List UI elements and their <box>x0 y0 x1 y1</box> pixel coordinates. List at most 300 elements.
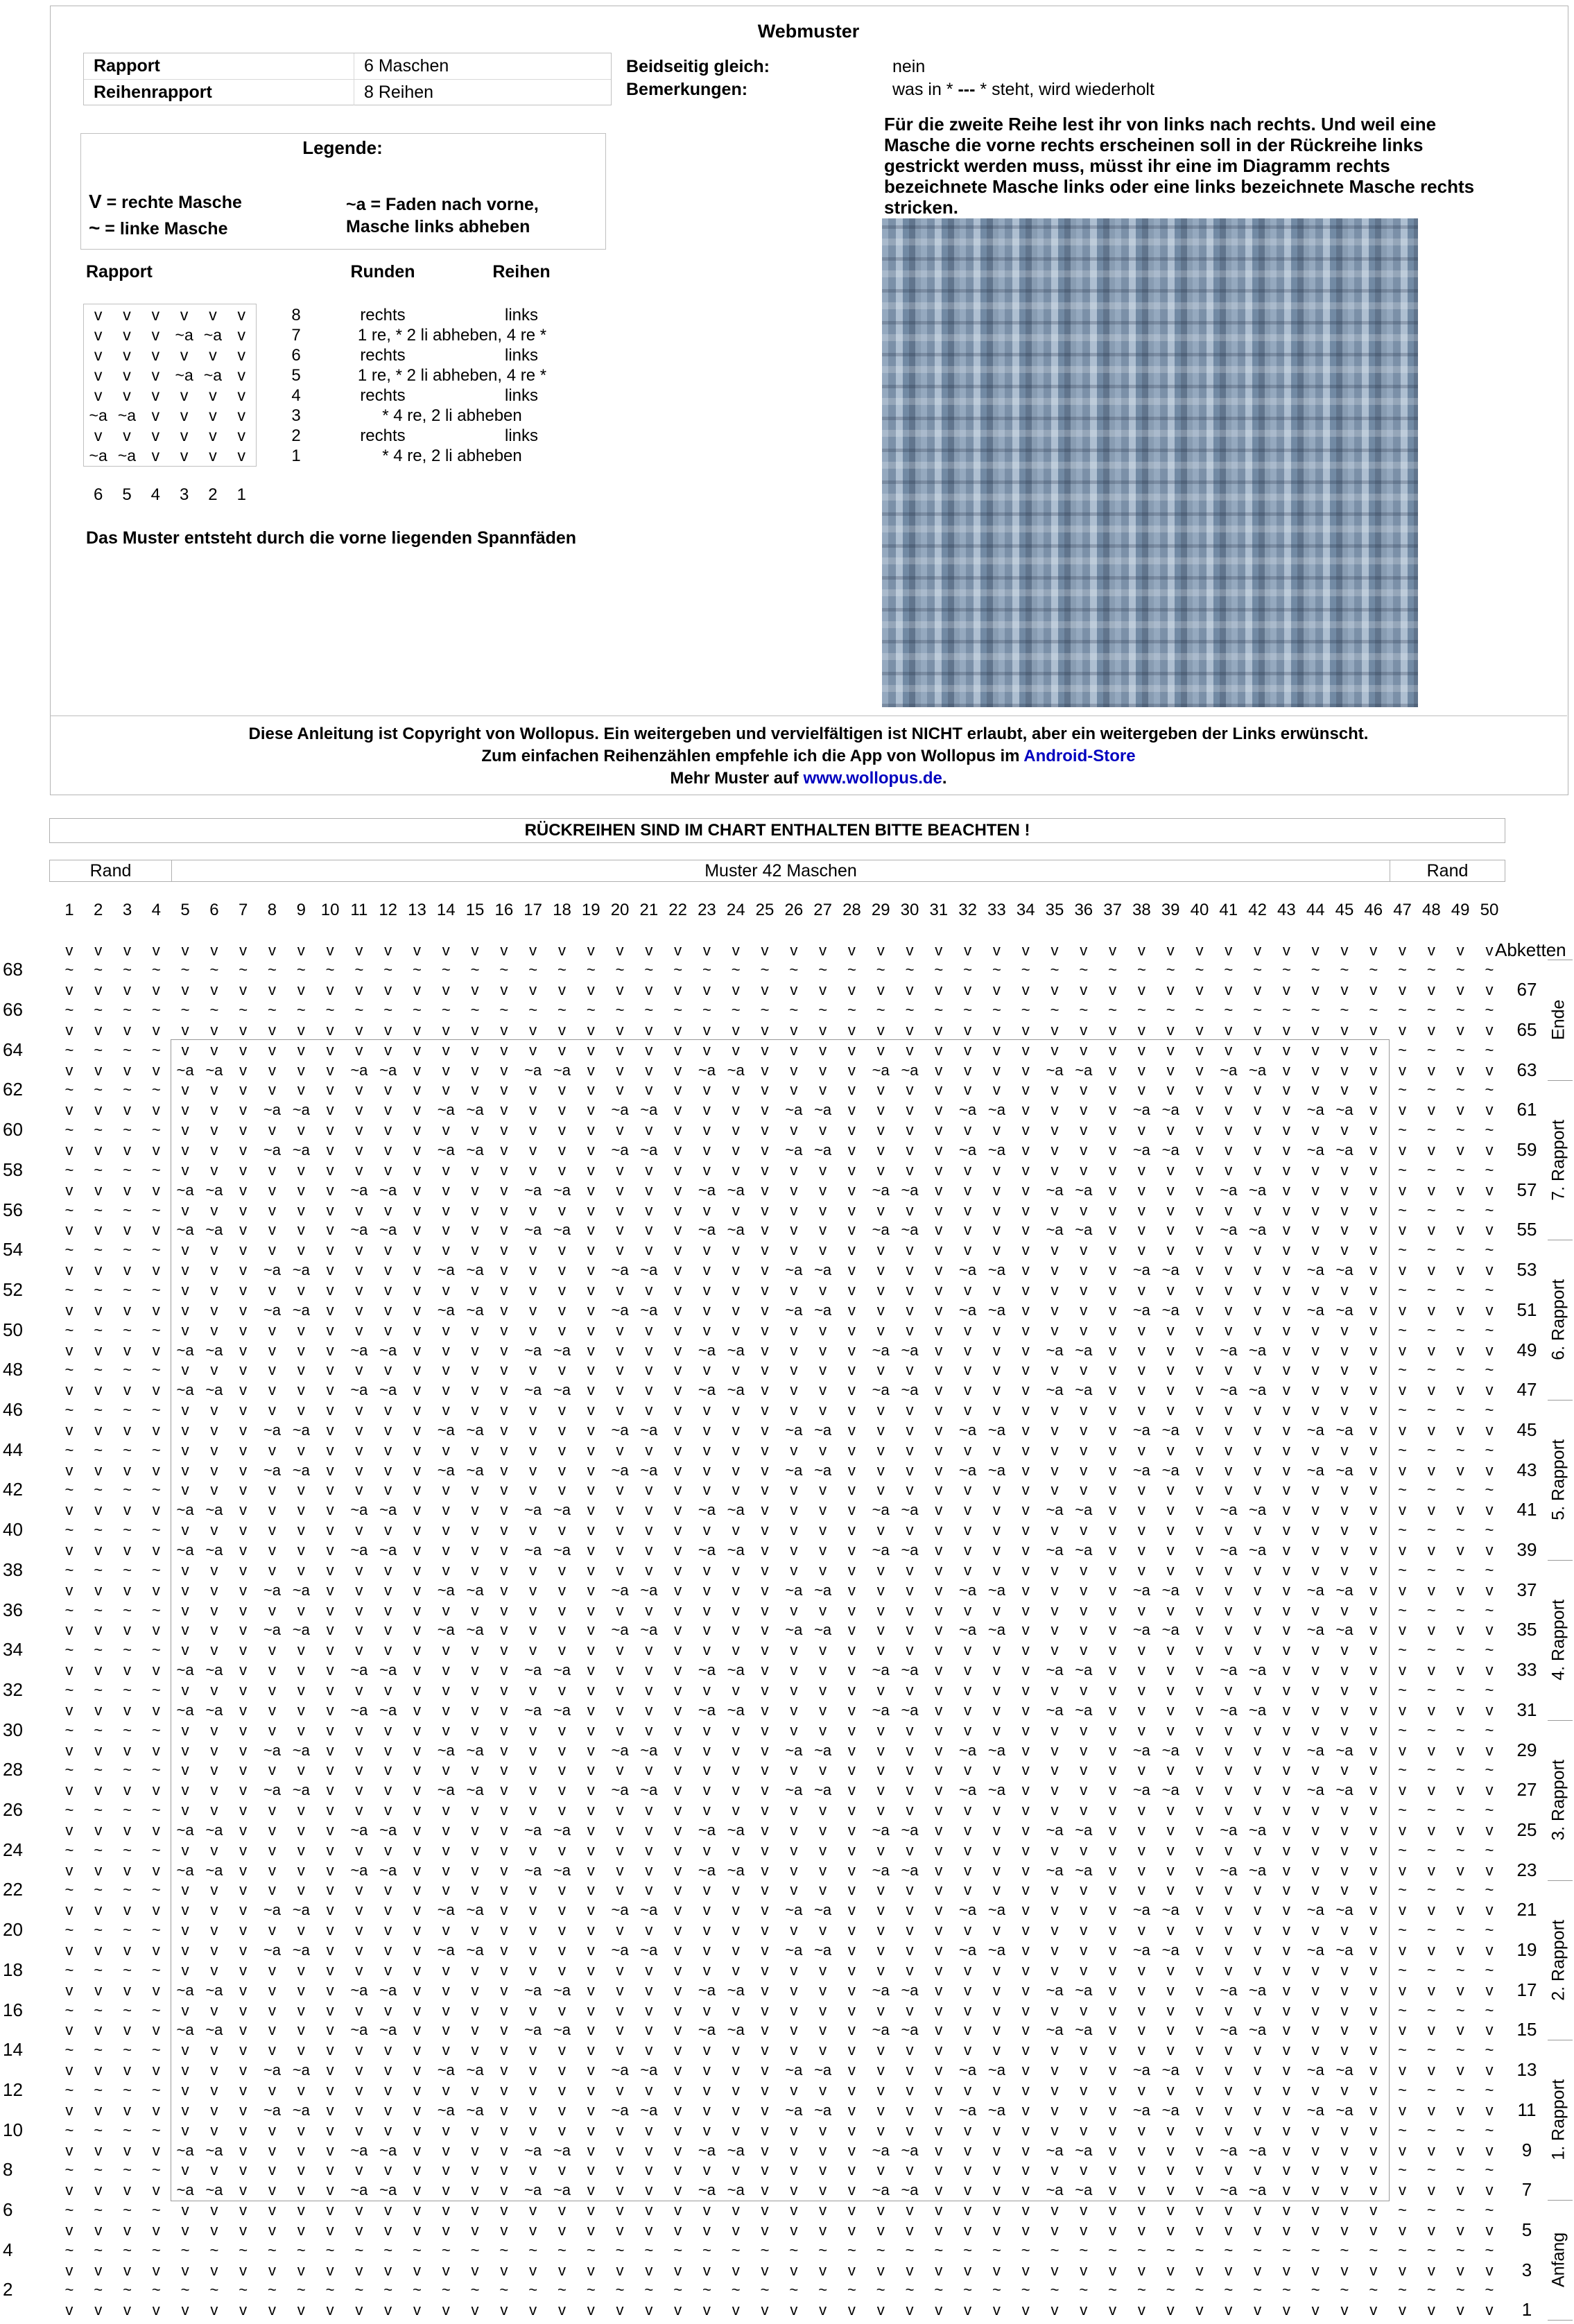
stitch-symbol: v <box>355 1461 363 1479</box>
stitch-symbol: ~ <box>1398 1241 1407 1259</box>
stitch-symbol: v <box>123 2261 131 2279</box>
stitch-symbol: ~a <box>987 1101 1005 1119</box>
stitch-symbol: v <box>790 2121 798 2139</box>
stitch-symbol: v <box>1050 2061 1059 2079</box>
stitch-symbol: v <box>1254 2221 1262 2239</box>
stitch-symbol: v <box>1369 1081 1378 1099</box>
stitch-symbol: v <box>65 1501 73 1519</box>
stitch-symbol: ~ <box>1455 2001 1465 2019</box>
stitch-symbol: v <box>210 2221 218 2239</box>
stitch-symbol: v <box>123 386 131 404</box>
stitch-symbol: v <box>847 2261 856 2279</box>
stitch-symbol: v <box>355 1561 363 1579</box>
stitch-symbol: v <box>239 1781 248 1799</box>
stitch-symbol: v <box>790 1241 798 1259</box>
stitch-symbol: v <box>268 1181 276 1199</box>
stitch-symbol: ~ <box>847 2241 856 2259</box>
stitch-symbol: v <box>761 1841 769 1859</box>
stitch-symbol: ~ <box>499 2241 509 2259</box>
stitch-symbol: ~ <box>992 2281 1001 2299</box>
stitch-symbol: ~a <box>901 1821 919 1839</box>
stitch-symbol: v <box>529 1421 537 1439</box>
stitch-symbol: v <box>471 1021 479 1039</box>
wollopus-link[interactable]: www.wollopus.de <box>803 769 942 788</box>
stitch-symbol: ~ <box>123 1441 132 1459</box>
stitch-symbol: ~a <box>176 1661 194 1679</box>
stitch-symbol: v <box>1021 2221 1030 2239</box>
stitch-symbol: v <box>847 1181 856 1199</box>
stitch-symbol: v <box>761 2221 769 2239</box>
stitch-symbol: v <box>1427 1421 1435 1439</box>
stitch-symbol: v <box>1399 2301 1407 2319</box>
stitch-symbol: v <box>906 1241 914 1259</box>
stitch-symbol: v <box>1311 1281 1320 1299</box>
stitch-symbol: v <box>268 1221 276 1239</box>
stitch-symbol: v <box>1137 1481 1145 1499</box>
stitch-symbol: ~ <box>64 2041 74 2059</box>
stitch-symbol: v <box>268 1801 276 1819</box>
stitch-symbol: v <box>442 1681 450 1699</box>
column-number: 9 <box>296 901 306 919</box>
stitch-symbol: v <box>1311 1961 1320 1979</box>
stitch-symbol: ~a <box>1306 1101 1324 1119</box>
row-number-right: 11 <box>1517 2099 1537 2120</box>
stitch-symbol: v <box>1485 1541 1494 1559</box>
stitch-symbol: v <box>1080 1321 1088 1339</box>
stitch-symbol: v <box>935 1921 943 1939</box>
stitch-symbol: v <box>1195 1861 1204 1879</box>
stitch-symbol: v <box>1050 1761 1059 1779</box>
stitch-symbol: v <box>471 1821 479 1839</box>
stitch-symbol: v <box>761 1541 769 1559</box>
stitch-symbol: v <box>702 1021 711 1039</box>
row-number-left: 2 <box>3 2279 13 2300</box>
stitch-symbol: ~a <box>176 1061 194 1079</box>
stitch-symbol: v <box>529 1201 537 1219</box>
stitch-symbol: ~a <box>611 1581 629 1599</box>
stitch-symbol: ~a <box>785 1301 803 1319</box>
stitch-symbol: v <box>964 1161 972 1179</box>
stitch-symbol: v <box>935 1701 943 1719</box>
row-number-right: 13 <box>1516 2059 1537 2081</box>
stitch-symbol: v <box>587 1381 595 1399</box>
stitch-symbol: v <box>355 2301 363 2319</box>
stitch-symbol: v <box>65 1461 73 1479</box>
stitch-symbol: ~a <box>1046 1501 1064 1519</box>
stitch-symbol: v <box>1282 2261 1290 2279</box>
stitch-symbol: v <box>65 1181 73 1199</box>
stitch-symbol: v <box>674 1281 682 1299</box>
stitch-symbol: v <box>1225 1781 1233 1799</box>
stitch-symbol: v <box>239 1621 248 1639</box>
stitch-symbol: v <box>964 1401 972 1419</box>
stitch-symbol: ~ <box>1426 1001 1436 1019</box>
stitch-symbol: v <box>181 1321 189 1339</box>
stitch-symbol: v <box>790 1841 798 1859</box>
stitch-symbol: v <box>210 1641 218 1659</box>
stitch-symbol: v <box>964 2201 972 2219</box>
stitch-symbol: v <box>500 1301 508 1319</box>
stitch-symbol: v <box>761 2301 769 2319</box>
stitch-symbol: v <box>1195 1381 1204 1399</box>
stitch-symbol: v <box>413 1581 421 1599</box>
stitch-symbol: v <box>761 1501 769 1519</box>
stitch-symbol: v <box>876 1621 885 1639</box>
stitch-symbol: v <box>992 1321 1001 1339</box>
stitch-symbol: v <box>906 2101 914 2119</box>
stitch-symbol: v <box>268 1521 276 1539</box>
stitch-symbol: ~a <box>292 1261 310 1279</box>
stitch-symbol: v <box>123 1381 131 1399</box>
stitch-symbol: v <box>616 1721 624 1739</box>
stitch-symbol: v <box>297 1661 305 1679</box>
stitch-symbol: v <box>935 1661 943 1679</box>
stitch-symbol: v <box>413 1241 421 1259</box>
stitch-symbol: v <box>1195 1101 1204 1119</box>
stitch-symbol: v <box>384 2001 392 2019</box>
stitch-symbol: v <box>268 1681 276 1699</box>
stitch-symbol: v <box>1021 1041 1030 1059</box>
stitch-symbol: v <box>1109 1261 1117 1279</box>
stitch-symbol: v <box>1340 1341 1349 1359</box>
stitch-symbol: v <box>992 1521 1001 1539</box>
stitch-symbol: v <box>1311 1081 1320 1099</box>
stitch-symbol: ~a <box>292 1741 310 1759</box>
stitch-symbol: v <box>181 1441 189 1459</box>
stitch-symbol: v <box>442 1021 450 1039</box>
stitch-symbol: v <box>209 406 217 424</box>
stitch-symbol: v <box>1195 2021 1204 2039</box>
stitch-symbol: v <box>819 2081 827 2099</box>
stitch-symbol: v <box>413 2101 421 2119</box>
stitch-symbol: ~a <box>640 1901 658 1919</box>
stitch-symbol: ~a <box>89 446 107 465</box>
stitch-symbol: v <box>1080 1401 1088 1419</box>
stitch-symbol: v <box>935 2081 943 2099</box>
stitch-symbol: v <box>239 1141 248 1159</box>
stitch-symbol: v <box>209 346 217 364</box>
stitch-symbol: v <box>326 2021 334 2039</box>
stitch-symbol: v <box>471 1681 479 1699</box>
stitch-symbol: ~a <box>466 1741 484 1759</box>
stitch-symbol: ~ <box>1485 1321 1494 1339</box>
stitch-symbol: ~ <box>1455 1641 1465 1659</box>
stitch-symbol: v <box>1225 1441 1233 1459</box>
stitch-symbol: v <box>587 1481 595 1499</box>
stitch-symbol: ~ <box>673 2281 683 2299</box>
stitch-symbol: v <box>1109 1501 1117 1519</box>
stitch-symbol: v <box>123 1061 131 1079</box>
stitch-symbol: v <box>557 1441 566 1459</box>
chart-row <box>55 2100 1504 2120</box>
stitch-symbol: v <box>761 1901 769 1919</box>
stitch-symbol: v <box>557 2041 566 2059</box>
stitch-symbol: v <box>239 1401 248 1419</box>
stitch-symbol: v <box>1311 1821 1320 1839</box>
stitch-symbol: v <box>935 1081 943 1099</box>
stitch-symbol: v <box>876 981 885 999</box>
stitch-symbol: ~a <box>524 2181 542 2199</box>
stitch-symbol: v <box>529 1301 537 1319</box>
stitch-symbol: v <box>876 1881 885 1899</box>
stitch-symbol: ~ <box>470 1001 480 1019</box>
column-number: 46 <box>1364 901 1383 919</box>
stitch-symbol: v <box>645 941 653 959</box>
stitch-symbol: v <box>702 1201 711 1219</box>
stitch-symbol: v <box>181 2081 189 2099</box>
stitch-symbol: v <box>876 1781 885 1799</box>
stitch-symbol: v <box>1340 1201 1349 1219</box>
stitch-symbol: ~a <box>1335 1421 1354 1439</box>
row-number-right: 29 <box>1516 1739 1537 1760</box>
stitch-symbol: v <box>326 1381 334 1399</box>
stitch-symbol: v <box>674 1521 682 1539</box>
stitch-symbol: v <box>94 1381 103 1399</box>
stitch-symbol: ~ <box>557 1001 567 1019</box>
stitch-symbol: v <box>732 941 740 959</box>
stitch-symbol: v <box>1254 941 1262 959</box>
stitch-symbol: v <box>1137 1401 1145 1419</box>
stitch-symbol: v <box>181 1101 189 1119</box>
stitch-symbol: v <box>1369 2121 1378 2139</box>
stitch-symbol: v <box>65 1941 73 1959</box>
row-number-left: 52 <box>3 1278 23 1300</box>
stitch-symbol: v <box>355 1041 363 1059</box>
stitch-symbol: v <box>210 1041 218 1059</box>
stitch-symbol: v <box>94 1341 103 1359</box>
stitch-symbol: v <box>964 1501 972 1519</box>
stitch-symbol: v <box>210 1521 218 1539</box>
stitch-symbol: ~a <box>176 1381 194 1399</box>
stitch-symbol: ~a <box>611 1741 629 1759</box>
stitch-symbol: v <box>413 1141 421 1159</box>
stitch-symbol: v <box>268 1241 276 1259</box>
stitch-symbol: ~a <box>524 2021 542 2039</box>
stitch-symbol: ~a <box>437 2061 455 2079</box>
stitch-symbol: v <box>819 1281 827 1299</box>
stitch-symbol: v <box>1456 1981 1464 1999</box>
table-row <box>84 53 611 80</box>
stitch-symbol: v <box>1195 2261 1204 2279</box>
stitch-symbol: v <box>1166 2041 1175 2059</box>
stitch-symbol: v <box>1456 2061 1464 2079</box>
stitch-symbol: v <box>1427 2181 1435 2199</box>
stitch-symbol: ~a <box>437 1421 455 1439</box>
stitch-symbol: v <box>1050 1721 1059 1739</box>
stitch-symbol: v <box>732 1241 740 1259</box>
stitch-symbol: ~a <box>1046 1821 1064 1839</box>
stitch-symbol: v <box>326 1521 334 1539</box>
stitch-symbol: v <box>935 1881 943 1899</box>
stitch-symbol: v <box>587 1641 595 1659</box>
stitch-symbol: ~ <box>760 1001 770 1019</box>
stitch-symbol: ~a <box>785 2061 803 2079</box>
stitch-symbol: v <box>616 1381 624 1399</box>
stitch-symbol: v <box>964 1081 972 1099</box>
stitch-symbol: ~a <box>901 1501 919 1519</box>
stitch-symbol: ~a <box>872 1861 890 1879</box>
stitch-symbol: ~a <box>1075 1701 1093 1719</box>
stitch-symbol: v <box>876 2061 885 2079</box>
stitch-symbol: v <box>819 1601 827 1619</box>
stitch-symbol: v <box>1195 2221 1204 2239</box>
stitch-symbol: v <box>935 2221 943 2239</box>
stitch-symbol: v <box>1109 1101 1117 1119</box>
stitch-symbol: v <box>1080 2221 1088 2239</box>
stitch-symbol: v <box>819 1221 827 1239</box>
stitch-symbol: v <box>413 2301 421 2319</box>
stitch-symbol: v <box>1369 1861 1378 1879</box>
stitch-symbol: v <box>847 1761 856 1779</box>
stitch-symbol: ~a <box>901 1541 919 1559</box>
stitch-symbol: v <box>1456 1501 1464 1519</box>
stitch-symbol: v <box>529 1801 537 1819</box>
stitch-symbol: v <box>384 1361 392 1379</box>
stitch-symbol: ~ <box>1398 1641 1407 1659</box>
stitch-symbol: v <box>847 1301 856 1319</box>
stitch-symbol: v <box>819 1361 827 1379</box>
stitch-symbol: v <box>326 1021 334 1039</box>
stitch-symbol: v <box>761 1981 769 1999</box>
stitch-symbol: v <box>268 2041 276 2059</box>
stitch-symbol: ~ <box>180 2281 190 2299</box>
stitch-symbol: ~a <box>553 2181 571 2199</box>
stitch-symbol: v <box>876 2261 885 2279</box>
stitch-symbol: v <box>1137 1361 1145 1379</box>
stitch-symbol: v <box>529 1321 537 1339</box>
stitch-symbol: v <box>239 1341 248 1359</box>
stitch-symbol: v <box>239 1361 248 1379</box>
stitch-symbol: ~ <box>1485 2161 1494 2179</box>
stitch-symbol: ~ <box>1455 1361 1465 1379</box>
stitch-symbol: v <box>847 1601 856 1619</box>
stitch-symbol: v <box>297 1281 305 1299</box>
stitch-symbol: ~ <box>1426 1321 1436 1339</box>
stitch-symbol: ~ <box>1398 1761 1407 1779</box>
stitch-symbol: v <box>992 2301 1001 2319</box>
stitch-symbol: ~ <box>1281 961 1291 979</box>
stitch-symbol: v <box>1137 1801 1145 1819</box>
stitch-symbol: v <box>94 1301 103 1319</box>
stitch-symbol: ~ <box>1426 1921 1436 1939</box>
stitch-symbol: v <box>1225 2201 1233 2219</box>
stitch-symbol: v <box>1311 1401 1320 1419</box>
stitch-symbol: v <box>847 1221 856 1239</box>
row-number-left: 20 <box>3 1919 23 1941</box>
row-number-left: 30 <box>3 1719 23 1740</box>
stitch-symbol: v <box>674 1701 682 1719</box>
stitch-symbol: v <box>906 1201 914 1219</box>
row-number-right: 37 <box>1516 1579 1537 1600</box>
stitch-symbol: v <box>557 1941 566 1959</box>
stitch-symbol: v <box>239 1841 248 1859</box>
stitch-symbol: ~a <box>553 1061 571 1079</box>
stitch-symbol: v <box>557 2061 566 2079</box>
stitch-symbol: v <box>384 1601 392 1619</box>
stitch-symbol: ~ <box>1455 2241 1465 2259</box>
stitch-symbol: ~ <box>1340 2241 1349 2259</box>
stitch-symbol: v <box>268 2001 276 2019</box>
stitch-symbol: v <box>935 1201 943 1219</box>
stitch-symbol: v <box>1369 981 1378 999</box>
stitch-symbol: v <box>1254 2061 1262 2079</box>
stitch-symbol: v <box>529 1921 537 1939</box>
stitch-symbol: ~a <box>1075 1861 1093 1879</box>
stitch-symbol: ~ <box>64 1401 74 1419</box>
column-number: 15 <box>465 901 485 919</box>
stitch-symbol: v <box>1369 1881 1378 1899</box>
stitch-symbol: ~ <box>1369 1001 1378 1019</box>
stitch-symbol: ~a <box>1132 1101 1150 1119</box>
stitch-symbol: ~ <box>123 1041 132 1059</box>
stitch-symbol: v <box>1282 2141 1290 2159</box>
stitch-symbol: v <box>413 1161 421 1179</box>
stitch-symbol: v <box>268 1201 276 1219</box>
stitch-symbol: ~ <box>963 1001 973 1019</box>
stitch-symbol: v <box>616 1541 624 1559</box>
stitch-symbol: ~ <box>1426 961 1436 979</box>
stitch-symbol: v <box>1225 1741 1233 1759</box>
stitch-symbol: v <box>1485 941 1494 959</box>
stitch-symbol: ~ <box>1166 2281 1175 2299</box>
stitch-symbol: v <box>1050 2001 1059 2019</box>
stitch-symbol: ~ <box>1398 1481 1407 1499</box>
stitch-symbol: v <box>906 1321 914 1339</box>
stitch-symbol: v <box>847 2161 856 2179</box>
stitch-symbol: v <box>297 2121 305 2139</box>
stitch-symbol: v <box>1137 1921 1145 1939</box>
stitch-symbol: ~a <box>640 1741 658 1759</box>
stitch-symbol: v <box>702 2161 711 2179</box>
stitch-symbol: ~a <box>814 1421 832 1439</box>
stitch-symbol: ~a <box>524 1861 542 1879</box>
stitch-symbol: v <box>790 1881 798 1899</box>
stitch-symbol: ~ <box>1485 1281 1494 1299</box>
stitch-symbol: v <box>65 941 73 959</box>
stitch-symbol: ~ <box>992 2241 1001 2259</box>
stitch-symbol: ~a <box>1046 1981 1064 1999</box>
stitch-symbol: ~ <box>151 2201 161 2219</box>
stitch-symbol: v <box>297 1161 305 1179</box>
stitch-symbol: v <box>645 2161 653 2179</box>
stitch-symbol: v <box>210 1141 218 1159</box>
stitch-symbol: ~ <box>94 2001 103 2019</box>
stitch-symbol: ~ <box>123 1361 132 1379</box>
stitch-symbol: v <box>587 1561 595 1579</box>
stitch-symbol: ~a <box>1161 1901 1179 1919</box>
stitch-symbol: v <box>557 1241 566 1259</box>
stitch-symbol: v <box>326 2121 334 2139</box>
stitch-symbol: v <box>210 2061 218 2079</box>
android-store-link[interactable]: Android-Store <box>1023 747 1136 765</box>
stitch-symbol: v <box>94 1981 103 1999</box>
stitch-symbol: v <box>471 1381 479 1399</box>
stitch-symbol: v <box>1021 2021 1030 2039</box>
stitch-symbol: v <box>239 1861 248 1879</box>
stitch-symbol: v <box>384 1881 392 1899</box>
stitch-symbol: v <box>1369 2301 1378 2319</box>
stitch-symbol: ~ <box>441 2281 451 2299</box>
stitch-symbol: v <box>326 2061 334 2079</box>
stitch-symbol: v <box>1369 1921 1378 1939</box>
stitch-symbol: v <box>413 1681 421 1699</box>
stitch-symbol: v <box>1021 1481 1030 1499</box>
stitch-symbol: v <box>239 2121 248 2139</box>
stitch-symbol: v <box>1340 1381 1349 1399</box>
stitch-symbol: v <box>326 1621 334 1639</box>
stitch-symbol: ~ <box>64 1881 74 1899</box>
stitch-symbol: v <box>1195 1561 1204 1579</box>
